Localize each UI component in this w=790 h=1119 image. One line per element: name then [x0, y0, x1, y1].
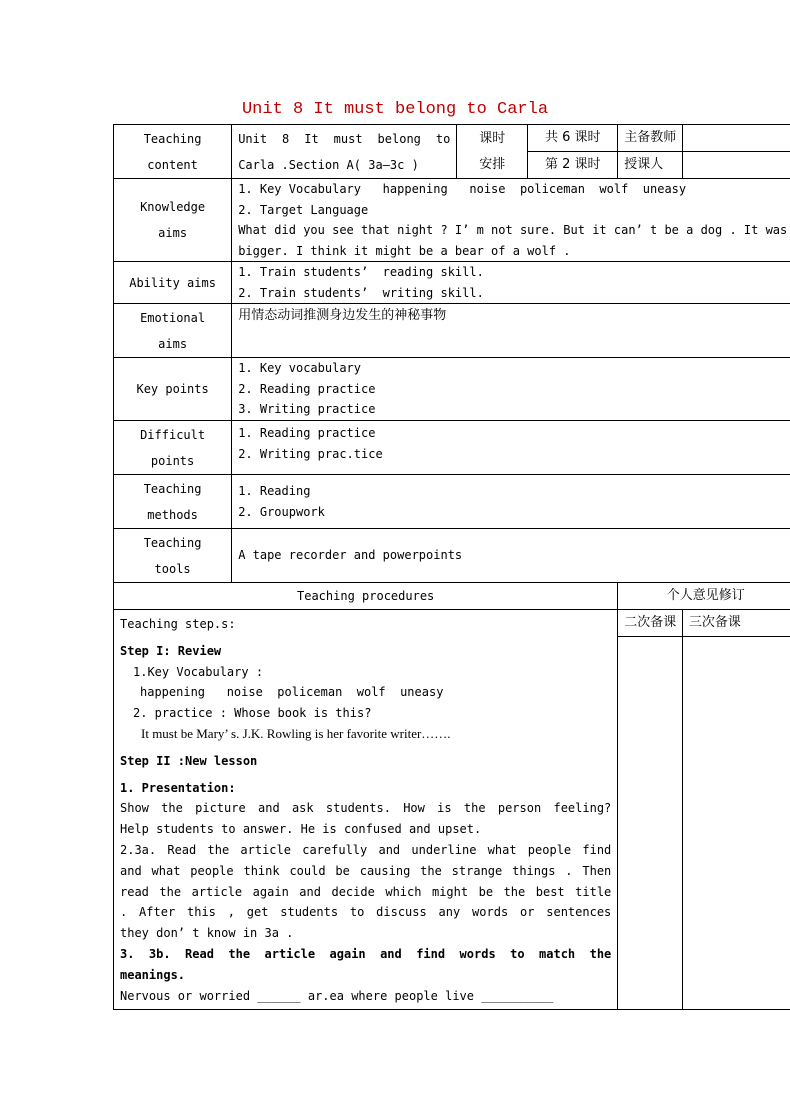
instructor-value [682, 152, 790, 179]
emotional-aims-content: 用情态动词推测身边发生的神秘事物 [232, 304, 790, 358]
third-prep-header: 三次备课 [682, 610, 790, 637]
total-hours: 共 6 课时 [528, 125, 618, 152]
difficult-points-content: 1. Reading practice 2. Writing prac.tice [232, 421, 790, 475]
step2-title: Step II :New lesson [120, 753, 258, 768]
teaching-content-value: Unit 8 It must belong to Carla .Section A( 3a—3c ) [232, 125, 457, 179]
third-prep-notes [682, 637, 790, 1010]
teaching-tools-content: A tape recorder and powerpoints [232, 529, 790, 583]
lead-teacher-label: 主备教师 [618, 125, 683, 152]
knowledge-aims-label: Knowledge aims [114, 179, 232, 262]
emotional-aims-label: Emotional aims [114, 304, 232, 358]
teaching-methods-content: 1. Reading 2. Groupwork [232, 475, 790, 529]
teaching-methods-label: Teaching methods [114, 475, 232, 529]
difficult-points-label: Difficult points [114, 421, 232, 475]
teaching-tools-label: Teaching tools [114, 529, 232, 583]
lesson-plan-table [113, 124, 790, 1010]
ability-aims-label: Ability aims [114, 262, 232, 304]
revision-header: 个人意见修订 [618, 583, 790, 610]
page-title: Unit 8 It must belong to Carla [241, 100, 549, 119]
class-hours-label: 课时 安排 [457, 125, 528, 179]
second-prep-notes [618, 637, 683, 1010]
teaching-procedures-header: Teaching procedures [114, 583, 618, 610]
key-points-content: 1. Key vocabulary 2. Reading practice 3. Writing practice [232, 358, 790, 421]
teaching-content-label: Teaching content [114, 125, 232, 179]
step1-title: Step I: Review [120, 643, 222, 658]
presentation-title: 1. Presentation: [120, 780, 236, 795]
current-hour: 第 2 课时 [528, 152, 618, 179]
knowledge-aims-row [114, 179, 790, 262]
steps-intro: Teaching step.s: [120, 617, 236, 631]
ability-aims-content: 1. Train students’ reading skill. 2. Train students’ writing skill. [232, 262, 790, 304]
second-prep-header: 二次备课 [618, 610, 683, 637]
knowledge-aims-content: 1. Key Vocabulary happening noise policeman wolf uneasy 2. Target Language What did you see that night ? I’ m not sure. But it can’ t be a dog . It was bigger. I think it might be a bear of a wolf . [232, 179, 790, 262]
key-points-label: Key points [114, 358, 232, 421]
instructor-label: 授课人 [618, 152, 683, 179]
lead-teacher-value [682, 125, 790, 152]
teaching-steps-content: Teaching step.s: Step I: Review 1.Key Vocabulary : happening noise policeman wolf uneasy 2. practice : Whose book is this? It must be Mary’ s. J.K. Rowling is her favorite writer……. Step II :New lesson 1. Presentation: Show the picture and ask students. How is the person feeling? Help students to answer. He is confused and upset. 2.3a. Read the article carefully and underline what people find and what people think could be causing the strange things . Then read the article again and decide which might be the best title . After this , get students to discuss any words or sentences they don’ t know in 3a . 3. 3b. Read the article again and find words to match the meanings. Nervous or worried ______ ar.ea where people live __________ [114, 610, 618, 1010]
